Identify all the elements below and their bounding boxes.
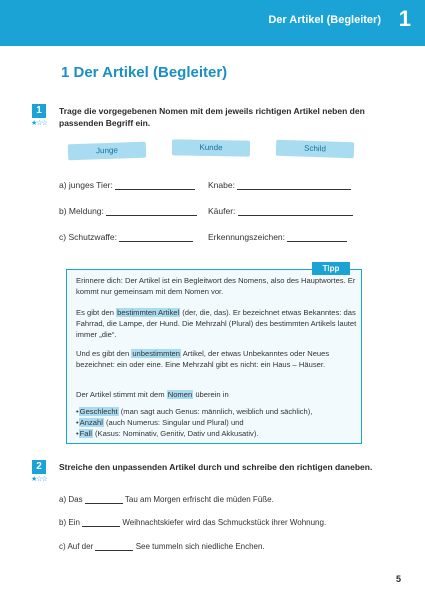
exercise-1-row-c (59, 232, 359, 244)
bullet-text: (man sagt auch Genus: männlich, weiblich und sächlich), (118, 407, 313, 416)
exercise-1-row-b (59, 206, 359, 218)
answer-line[interactable] (85, 496, 123, 504)
exercise-2-row-a (59, 495, 274, 504)
page-title: 1 Der Artikel (Begleiter) (61, 64, 228, 81)
tipp-p3-text: Und es gibt den (76, 349, 132, 358)
row-b-right-label: Käufer: (208, 206, 236, 216)
row-b-left-label: b) Meldung: (59, 206, 104, 216)
answer-line[interactable] (287, 233, 347, 242)
answer-line[interactable] (237, 181, 351, 190)
sentence-b-end: Weihnachtskiefer wird das Schmuckstück ihrer Wohnung. (122, 518, 327, 527)
tipp-highlight-fall: Fall (79, 429, 92, 438)
tipp-paragraph-3 (76, 348, 358, 370)
sentence-c-start: c) Auf der (59, 542, 94, 551)
tipp-paragraph-4 (76, 389, 358, 400)
row-a-left-label: a) junges Tier: (59, 180, 113, 190)
list-item (76, 406, 358, 417)
tipp-p2-text-rest: (der, die, das). Er bezeichnet etwas Bekanntes: das Fahrrad, die Lampe, der Hund. Die Mehrzahl (Plural) des bestimmten Artikels lautet immer „die“. (76, 308, 357, 339)
answer-line[interactable] (115, 181, 195, 190)
list-item (76, 417, 358, 428)
row-a-right-label: Knabe: (208, 180, 235, 190)
tipp-p4-text-rest: überein in (193, 390, 229, 399)
exercise-2-instruction: Streiche den unpassenden Artikel durch und schreibe den richtigen daneben. (59, 462, 373, 472)
list-item (76, 428, 358, 439)
tipp-paragraph-2 (76, 307, 358, 340)
word-chip-junge: Junge (68, 142, 147, 161)
tipp-highlight-anzahl: Anzahl (79, 418, 103, 427)
sentence-b-start: b) Ein (59, 518, 80, 527)
word-chip-kunde: Kunde (172, 139, 250, 156)
tipp-label: Tipp (312, 262, 350, 275)
tipp-p2-text: Es gibt den (76, 308, 117, 317)
tipp-highlight-unbestimmter-artikel: unbestimmten (132, 349, 181, 358)
exercise-1-instruction-line1: Trage die vorgegebenen Nomen mit dem jeweils richtigen Artikel neben den (59, 106, 365, 116)
header-title: Der Artikel (Begleiter) (268, 14, 381, 26)
answer-line[interactable] (95, 543, 133, 551)
row-c-left-label: c) Schutzwaffe: (59, 232, 117, 242)
exercise-2-badge: 2 (32, 460, 46, 474)
exercise-2-difficulty: ★☆☆ (31, 476, 47, 483)
exercise-1-row-a (59, 180, 359, 192)
chapter-number: 1 (398, 6, 411, 31)
tipp-highlight-nomen: Nomen (167, 390, 193, 399)
tipp-bullet-list (76, 406, 358, 439)
row-c-right-label: Erkennungszeichen: (208, 232, 286, 242)
answer-line[interactable] (82, 519, 120, 527)
answer-line[interactable] (119, 233, 193, 242)
bullet-text: (auch Numerus: Singular und Plural) und (103, 418, 244, 427)
sentence-a-end: Tau am Morgen erfrischt die müden Füße. (124, 495, 274, 504)
answer-line[interactable] (238, 207, 353, 216)
bullet-text: (Kasus: Nominativ, Genitiv, Dativ und Akkusativ). (92, 429, 259, 438)
tipp-paragraph-1: Erinnere dich: Der Artikel ist ein Begleitwort des Nomens, also des Hauptwortes. Er kommt nur gemeinsam mit dem Nomen vor. (76, 276, 356, 296)
answer-line[interactable] (106, 207, 197, 216)
exercise-2-row-b (59, 518, 326, 527)
sentence-c-end: See tummeln sich niedliche Enchen. (135, 542, 265, 551)
exercise-2-row-c (59, 542, 265, 551)
tipp-highlight-bestimmter-artikel: bestimmten Artikel (117, 308, 180, 317)
exercise-1-instruction (59, 105, 365, 129)
word-chip-schild: Schild (276, 140, 355, 159)
page-number: 5 (396, 574, 402, 584)
sentence-a-start: a) Das (59, 495, 83, 504)
exercise-1-badge: 1 (32, 104, 46, 118)
tipp-p3-text-rest: Artikel, der etwas Unbekanntes oder Neues bezeichnet: ein oder eine. Eine Mehrzahl gibt es nicht: ein Haus – Häuser. (76, 349, 330, 369)
tipp-highlight-geschlecht: Geschlecht (79, 407, 118, 416)
exercise-1-instruction-line2: passenden Begriff ein. (59, 118, 151, 128)
exercise-1-difficulty: ★☆☆ (31, 120, 47, 127)
tipp-p4-text: Der Artikel stimmt mit dem (76, 390, 167, 399)
